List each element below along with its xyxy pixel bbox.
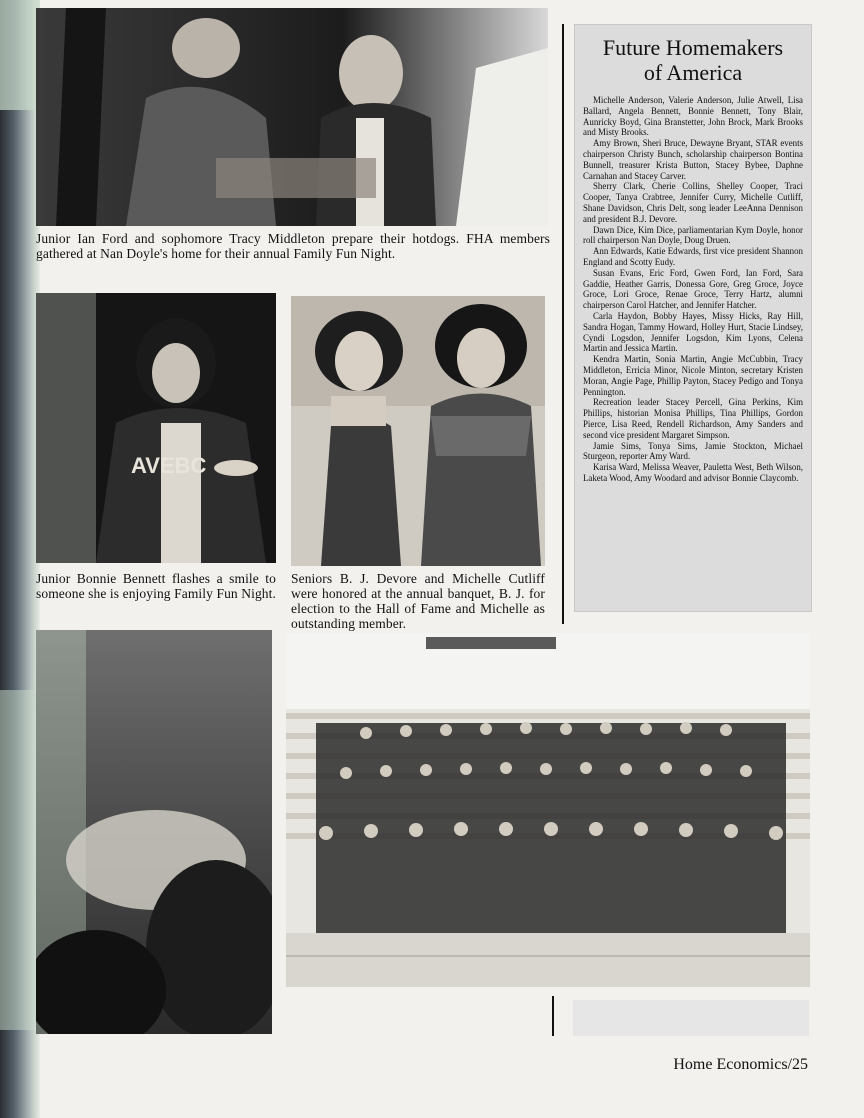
roster-paragraph: Dawn Dice, Kim Dice, parliamentarian Kym Doyle, honor roll chairperson Nan Doyle, Doug Druen. <box>583 224 803 246</box>
photo-bottom-left-grass <box>36 630 272 1034</box>
roster-paragraph: Karisa Ward, Melissa Weaver, Pauletta West, Beth Wilson, Laketa Wood, Amy Woodard and advisor Bonnie Claycomb. <box>583 462 803 483</box>
roster-paragraph: Recreation leader Stacey Percell, Gina Perkins, Kim Phillips, historian Monisa Phillips, Tina Phillips, Gordon Pierce, Lisa Reed, Rendell Richardson, Amy Sanders and second vice president Margaret Simpson. <box>583 397 803 440</box>
sidebar-title-line2: of America <box>643 60 743 85</box>
caption-seniors: Seniors B. J. Devore and Michelle Cutliff were honored at the annual banquet, B. J. for election to the Hall of Fame and Michelle as outstanding member. <box>291 571 545 631</box>
roster-paragraph: Amy Brown, Sheri Bruce, Dewayne Bryant, STAR events chairperson Christy Bunch, scholarship chairperson Bontina Bunnell, treasurer Krista Button, Stacey Bybee, Daphne Carnahan and Stacey Carver. <box>583 138 803 181</box>
fha-roster-sidebar <box>574 24 812 612</box>
roster-paragraph: Sherry Clark, Cherie Collins, Shelley Cooper, Traci Cooper, Tanya Crabtree, Jennifer Curry, Michelle Cutliff, Shane Davidson, Chris Delt, song leader LeeAnna Dennison and president B.J. Devore. <box>583 181 803 224</box>
roster-paragraph: Jamie Sims, Tonya Sims, Jamie Stockton, Michael Sturgeon, reporter Amy Ward. <box>583 440 803 462</box>
blank-caption-box <box>573 1000 809 1036</box>
roster-paragraph: Susan Evans, Eric Ford, Gwen Ford, Ian Ford, Sara Gaddie, Heather Garris, Donessa Gore, Greg Groce, Joyce Groce, Lori Groce, Renae Groce, Terry Hartz, alumni chairperson Carol Hatcher, and Jennifer Hatcher. <box>583 267 803 311</box>
roster-paragraph: Kendra Martin, Sonia Martin, Angie McCubbin, Tracy Middleton, Erricia Minor, Nicole Minton, secretary Kristen Moran, Angie Page, Phillip Payton, Stacey Pedigo and Tonya Pennington. <box>583 354 803 397</box>
sidebar-title-line1: Future Homemakers <box>602 35 784 60</box>
caption-family-fun-night: Junior Bonnie Bennett flashes a smile to someone she is enjoying Family Fun Night. <box>36 571 276 601</box>
roster-paragraph: Carla Haydon, Bobby Hayes, Missy Hicks, Ray Hill, Sandra Hogan, Tammy Howard, Holley Hurt, Stacie Lindsey, Cyndi Logsdon, Jennifer Logsdon, Kim Lyons, Celena Martin and Jessica Martin. <box>583 310 803 354</box>
roster-paragraph: Ann Edwards, Katie Edwards, first vice president Shannon England and Scotty Eudy. <box>583 246 803 267</box>
page-footer: Home Economics/25 <box>673 1056 808 1073</box>
spine-green-tint <box>0 690 40 1030</box>
photo-seniors-banquet <box>291 296 545 566</box>
photo-jacket-girl <box>36 293 276 563</box>
sidebar-title <box>583 35 803 85</box>
photo-hotdogs <box>36 8 548 226</box>
divider-rule <box>552 996 554 1036</box>
caption-hotdogs: Junior Ian Ford and sophomore Tracy Middleton prepare their hotdogs. FHA members gathered at Nan Doyle's home for their annual Family Fun Night. <box>36 231 550 261</box>
spine-green-tint <box>0 0 40 110</box>
photo-fha-group <box>286 633 810 987</box>
roster-paragraph: Michelle Anderson, Valerie Anderson, Julie Atwell, Lisa Ballard, Angela Bennett, Bonnie Bennett, Tony Blair, Aunricky Boyd, Gina Branstetter, John Brock, Mark Brooks and Misty Brooks. <box>583 95 803 138</box>
divider-rule <box>562 24 564 624</box>
svg-text:AVEBC: AVEBC <box>131 453 207 478</box>
